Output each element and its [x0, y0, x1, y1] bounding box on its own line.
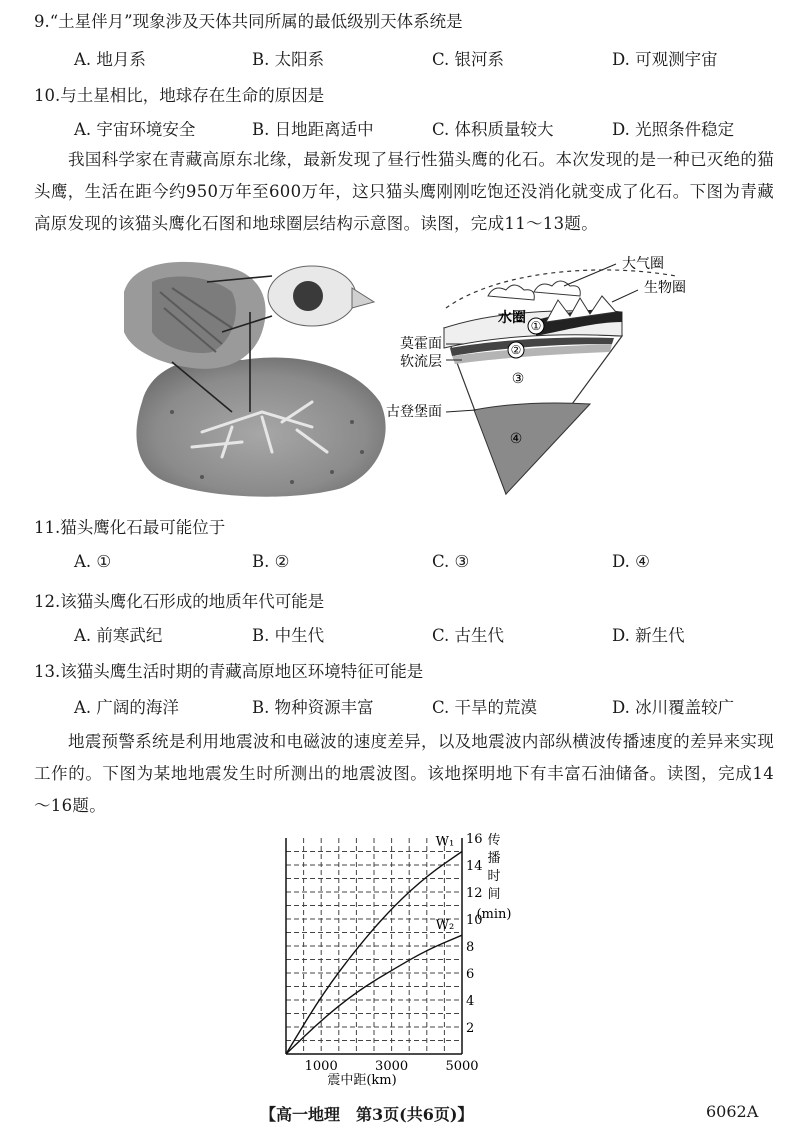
label-asthenosphere: 软流层 [400, 354, 442, 370]
passage-earthquake [34, 726, 774, 822]
footer-paper-code: 6062A [706, 1102, 759, 1121]
q10-option-d: D. 光照条件稳定 [612, 120, 735, 139]
q12-option-d: D. 新生代 [612, 626, 685, 645]
label-hydrosphere: 水圈 [498, 310, 526, 326]
series-label: W₂ [435, 918, 455, 934]
y-tick-label: 2 [466, 1021, 475, 1036]
q9-stem: 9.“土星伴月”现象涉及天体共同所属的最低级别天体系统是 [34, 12, 463, 31]
seismic-wave-chart [262, 826, 530, 1096]
passage-fossil-text: 我国科学家在青藏高原东北缘，最新发现了昼行性猫头鹰的化石。本次发现的是一种已灭绝的猫头鹰，生活在距今约950万年至600万年，这只猫头鹰刚刚吃饱还没消化就变成了化石。下图为青藏高原发现的该猫头鹰化石图和地球圈层结构示意图。读图，完成11～13题。 [34, 150, 774, 233]
x-tick-label: 5000 [445, 1059, 479, 1074]
q11-option-d: D. ④ [612, 552, 650, 571]
q13-option-a: A. 广阔的海洋 [74, 698, 179, 717]
series-label: W₁ [435, 834, 455, 850]
passage-earthquake-text: 地震预警系统是利用地震波和电磁波的速度差异，以及地震波内部纵横波传播速度的差异来实现工作的。下图为某地地震发生时所测出的地震波图。该地探明地下有丰富石油储备。读图，完成14～16题。 [34, 732, 774, 815]
y-axis-label-text: 传播时间(min) [476, 833, 512, 922]
q13-stem: 13.该猫头鹰生活时期的青藏高原地区环境特征可能是 [34, 662, 424, 681]
q12-stem: 12.该猫头鹰化石形成的地质年代可能是 [34, 592, 325, 611]
y-tick-label: 12 [466, 886, 483, 901]
q12-option-a: A. 前寒武纪 [74, 626, 163, 645]
q12-option-b: B. 中生代 [252, 626, 325, 645]
label-moho: 莫霍面 [400, 336, 442, 352]
q13-option-d: D. 冰川覆盖较广 [612, 698, 735, 717]
y-tick-label: 14 [466, 859, 483, 874]
mark-1: ① [530, 319, 542, 333]
q12-option-c: C. 古生代 [432, 626, 505, 645]
label-biosphere: 生物圈 [644, 280, 686, 296]
x-tick-label: 3000 [375, 1059, 409, 1074]
q11-option-c: C. ③ [432, 552, 470, 571]
q11-option-a: A. ① [74, 552, 112, 571]
q9-option-c: C. 银河系 [432, 50, 505, 69]
passage-fossil [34, 144, 774, 240]
y-tick-label: 6 [466, 967, 475, 982]
y-tick-label: 10 [466, 913, 483, 928]
q9-option-d: D. 可观测宇宙 [612, 50, 718, 69]
label-atmosphere: 大气圈 [622, 256, 664, 272]
chart-labels [305, 832, 483, 1074]
q10-option-b: B. 日地距离适中 [252, 120, 374, 139]
q13-option-b: B. 物种资源丰富 [252, 698, 374, 717]
label-gutenberg: 古登堡面 [386, 404, 442, 420]
q9-option-b: B. 太阳系 [252, 50, 325, 69]
footer-page-info: 【高一地理 第3页(共6页)】 [260, 1105, 474, 1124]
q10-stem: 10.与土星相比，地球存在生命的原因是 [34, 86, 325, 105]
owl-fossil-image [112, 252, 394, 498]
x-axis-label: 震中距(km) [327, 1073, 397, 1088]
q13-option-c: C. 干旱的荒漠 [432, 698, 538, 717]
mark-2: ② [510, 343, 522, 357]
y-tick-label: 8 [466, 940, 475, 955]
mark-3: ③ [511, 371, 525, 387]
y-tick-label: 4 [466, 994, 475, 1009]
q11-stem: 11.猫头鹰化石最可能位于 [34, 518, 226, 537]
y-tick-label: 16 [466, 832, 483, 847]
q10-option-a: A. 宇宙环境安全 [74, 120, 196, 139]
x-tick-label: 1000 [304, 1059, 338, 1074]
q11-option-b: B. ② [252, 552, 290, 571]
earth-spheres-diagram [376, 252, 706, 502]
q10-option-c: C. 体积质量较大 [432, 120, 554, 139]
mark-4: ④ [509, 431, 523, 447]
q9-option-a: A. 地月系 [74, 50, 146, 69]
